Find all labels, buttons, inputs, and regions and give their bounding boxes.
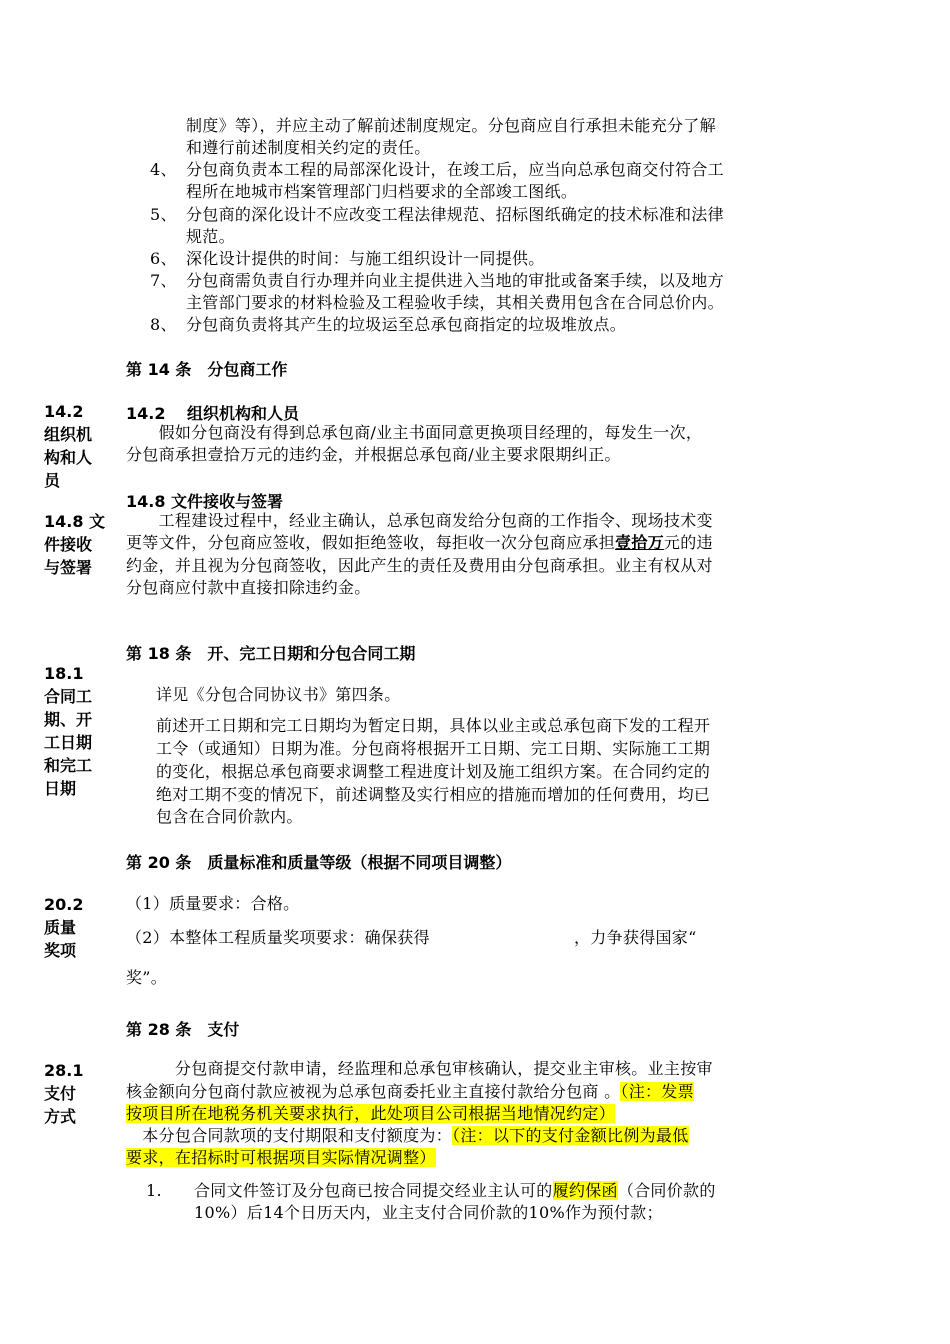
margin-note-line: 期、开 — [44, 710, 93, 729]
list-item-line: 深化设计提供的时间：与施工组织设计一同提供。 — [186, 249, 545, 268]
list-item-line: 分包商负责本工程的局部深化设计，在竣工后，应当向总承包商交付符合工 — [186, 160, 724, 179]
intro-line-1: 制度》等），并应主动了解前述制度规定。分包商应自行承担未能充分了解 — [186, 116, 716, 135]
payment-item-line: 10%）后14个日历天内，业主支付合同价款的10%作为预付款； — [194, 1203, 663, 1222]
section-18-1-line: 包含在合同价款内。 — [156, 807, 303, 826]
section-14-8-line: 约金，并且视为分包商签收，因此产生的责任及费用由分包商承担。业主有权从对 — [126, 556, 713, 575]
list-item-number: 4、 — [150, 160, 177, 179]
margin-note-14-2 — [44, 400, 92, 492]
highlighted-note: 按项目所在地税务机关要求执行，此处项目公司根据当地情况约定） — [126, 1104, 616, 1123]
section-18-1-line: 绝对工期不变的情况下，前述调整及实行相应的措施而增加的任何费用，均已 — [156, 785, 711, 804]
list-item-line: 分包商需负责自行办理并向业主提供进入当地的审批或备案手续，以及地方 — [186, 271, 724, 290]
margin-note-line: 组织机 — [44, 425, 93, 444]
quality-award-continuation: 奖”。 — [126, 968, 168, 987]
list-item-line: 分包商的深化设计不应改变工程法律规范、招标图纸确定的技术标准和法律 — [186, 205, 724, 224]
margin-note-line: 件接收 — [44, 535, 93, 554]
list-item-line: 程所在地城市档案管理部门归档要求的全部竣工图纸。 — [186, 182, 578, 201]
section-18-1-reference: 详见《分包合同协议书》第四条。 — [156, 685, 401, 704]
margin-note-line: 奖项 — [44, 941, 77, 960]
section-14-2-line: 分包商承担壹拾万元的违约金，并根据总承包商/业主要求限期纠正。 — [126, 445, 621, 464]
payment-terms-line — [126, 1147, 436, 1169]
section-18-1-line: 前述开工日期和完工日期均为暂定日期，具体以业主或总承包商下发的工程开 — [156, 716, 711, 735]
margin-note-line: 构和人 — [44, 448, 93, 467]
section-14-8-line — [126, 532, 713, 554]
list-item-number: 5、 — [150, 205, 177, 224]
margin-note-line: 28.1 — [44, 1061, 84, 1080]
text-run: 核金额向分包商付款应被视为总承包商委托业主直接付款给分包商 。 — [126, 1082, 621, 1101]
margin-note-line: 方式 — [44, 1107, 77, 1126]
penalty-amount-emphasis: 壹拾万 — [615, 533, 664, 552]
quality-award-line: （2）本整体工程质量奖项要求：确保获得 — [126, 928, 430, 947]
list-item-number: 6、 — [150, 249, 177, 268]
text-run: （合同价款的 — [617, 1181, 716, 1200]
margin-note-line: 员 — [44, 471, 61, 490]
margin-note-line: 14.8 文 — [44, 512, 106, 531]
margin-note-line: 支付 — [44, 1084, 77, 1103]
highlighted-note: 要求，在招标时可根据项目实际情况调整） — [126, 1148, 436, 1167]
section-14-8-line: 分包商应付款中直接扣除违约金。 — [126, 578, 371, 597]
highlighted-note: （注：发票 — [620, 1082, 694, 1101]
section-14-8-title: 14.8 文件接收与签署 — [126, 492, 284, 511]
section-18-1-line: 的变化，根据总承包商要求调整工程进度计划及施工组织方案。在合同约定的 — [156, 762, 711, 781]
intro-line-2: 和遵行前述制度相关约定的责任。 — [186, 138, 431, 157]
payment-line — [126, 1081, 694, 1103]
margin-note-line: 和完工 — [44, 756, 93, 775]
section-14-2-line: 假如分包商没有得到总承包商/业主书面同意更换项目经理的，每发生一次， — [126, 423, 703, 442]
article-14-heading: 第 14 条 分包商工作 — [126, 360, 288, 379]
margin-note-line: 14.2 — [44, 402, 84, 421]
text-run: 合同文件签订及分包商已按合同提交经业主认可的 — [194, 1181, 553, 1200]
highlighted-note: （注：以下的支付金额比例为最低 — [452, 1126, 689, 1145]
list-item-number: 7、 — [150, 271, 177, 290]
highlighted-term: 履约保函 — [552, 1181, 618, 1200]
article-18-heading: 第 18 条 开、完工日期和分包合同工期 — [126, 644, 416, 663]
list-item-line: 主管部门要求的材料检验及工程验收手续，其相关费用包含在合同总价内。 — [186, 293, 724, 312]
margin-note-14-8 — [44, 510, 105, 579]
text-run: 元的违 — [663, 533, 713, 552]
article-20-heading: 第 20 条 质量标准和质量等级（根据不同项目调整） — [126, 853, 512, 872]
margin-note-line: 日期 — [44, 779, 77, 798]
list-item-number: 8、 — [150, 315, 177, 334]
payment-line — [126, 1103, 615, 1125]
quality-requirement: （1）质量要求：合格。 — [126, 894, 300, 913]
text-run: 更等文件，分包商应签收，假如拒绝签收，每拒收一次分包商应承担 — [126, 533, 616, 552]
margin-note-28-1 — [44, 1059, 83, 1128]
section-14-2-title: 14.2 组织机构和人员 — [126, 404, 300, 423]
text-run: 本分包合同款项的支付期限和支付额度为： — [126, 1126, 453, 1145]
payment-item-line — [194, 1180, 716, 1202]
section-14-8-line: 工程建设过程中，经业主确认，总承包商发给分包商的工作指令、现场技术变 — [126, 511, 713, 530]
article-28-heading: 第 28 条 支付 — [126, 1020, 240, 1039]
payment-item-number: 1. — [146, 1181, 162, 1200]
margin-note-line: 合同工 — [44, 687, 93, 706]
margin-note-line: 与签署 — [44, 558, 93, 577]
margin-note-line: 工日期 — [44, 733, 93, 752]
margin-note-line: 质量 — [44, 918, 77, 937]
margin-note-line: 20.2 — [44, 895, 84, 914]
margin-note-line: 18.1 — [44, 664, 84, 683]
payment-terms-line — [126, 1125, 689, 1147]
margin-note-18-1 — [44, 662, 92, 800]
quality-award-line-end: ，力争获得国家“ — [574, 928, 697, 947]
section-18-1-line: 工令（或通知）日期为准。分包商将根据开工日期、完工日期、实际施工工期 — [156, 739, 711, 758]
margin-note-20-2 — [44, 893, 83, 962]
list-item-line: 分包商负责将其产生的垃圾运至总承包商指定的垃圾堆放点。 — [186, 315, 627, 334]
payment-line: 分包商提交付款申请，经监理和总承包审核确认，提交业主审核。业主按审 — [126, 1059, 713, 1078]
list-item-line: 规范。 — [186, 227, 235, 246]
